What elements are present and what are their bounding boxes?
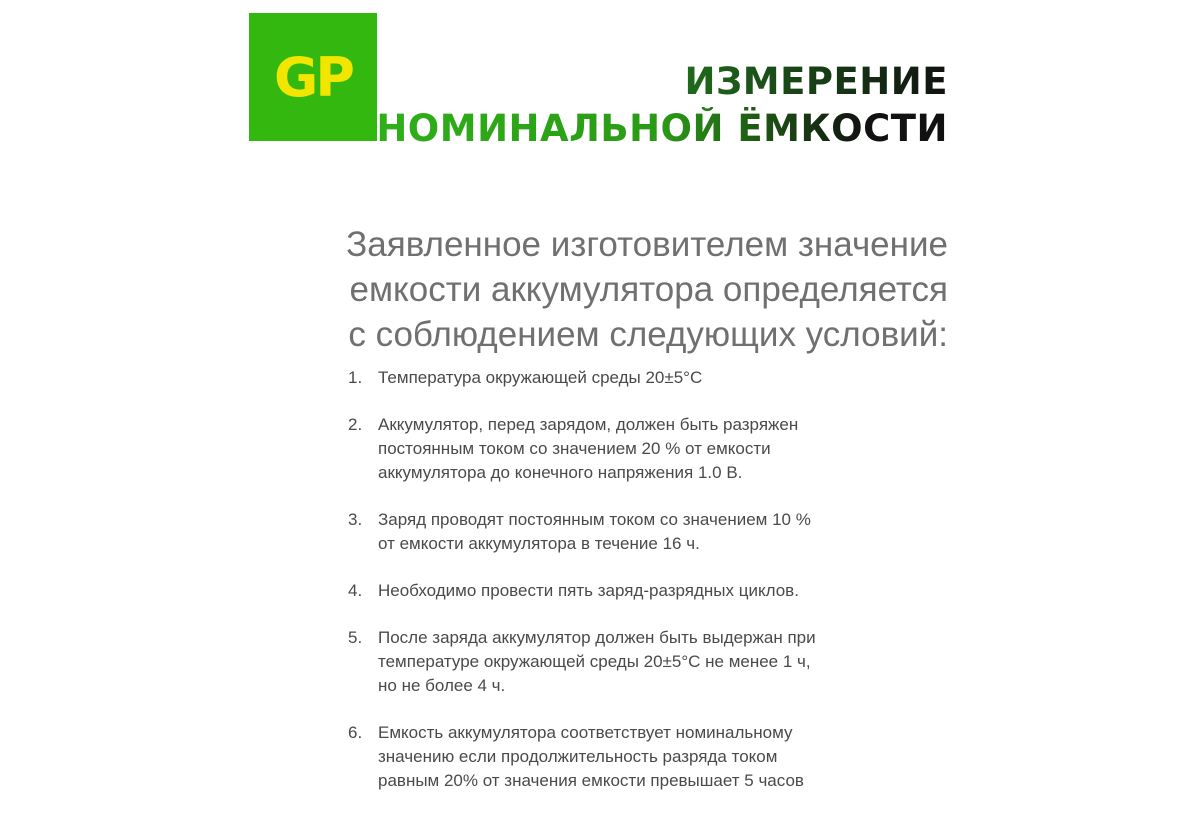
item-line: Аккумулятор, перед зарядом, должен быть разряжен (378, 415, 799, 434)
gp-logo (249, 13, 377, 141)
item-line: температуре окружающей среды 20±5°С не менее 1 ч, (378, 652, 811, 671)
item-line: После заряда аккумулятор должен быть выдержан при (378, 628, 816, 647)
list-item (348, 366, 816, 390)
item-line: но не более 4 ч. (378, 676, 506, 695)
item-number: 6. (348, 723, 363, 742)
item-number: 5. (348, 628, 363, 647)
heading-line: с соблюдением следующих условий: (348, 315, 948, 354)
item-number: 4. (348, 581, 363, 600)
title-line-1: ИЗМЕРЕНИЕ (684, 60, 948, 103)
item-line: значению если продолжительность разряда током (378, 747, 778, 766)
item-text (378, 579, 799, 603)
intro-heading (346, 222, 948, 357)
conditions-list (348, 366, 816, 816)
item-line: Необходимо провести пять заряд-разрядных циклов. (378, 581, 799, 600)
item-line: Заряд проводят постоянным током со значением 10 % (378, 510, 811, 529)
title-line-2: НОМИНАЛЬНОЙ ЁМКОСТИ (376, 107, 948, 150)
list-item (348, 579, 816, 603)
item-line: Температура окружающей среды 20±5°С (378, 368, 703, 387)
list-item (348, 626, 816, 698)
item-line: аккумулятора до конечного напряжения 1.0 В. (378, 463, 743, 482)
item-number: 2. (348, 415, 363, 434)
heading-line: Заявленное изготовителем значение (346, 225, 948, 264)
list-item (348, 721, 816, 793)
item-text (378, 626, 816, 698)
item-text (378, 366, 702, 390)
item-text (378, 508, 811, 556)
item-line: от емкости аккумулятора в течение 16 ч. (378, 534, 700, 553)
heading-line: емкости аккумулятора определяется (349, 270, 948, 309)
logo-text: GP (274, 45, 352, 109)
page-title (376, 58, 948, 152)
item-line: равным 20% от значения емкости превышает 5 часов (378, 771, 804, 790)
item-text (378, 721, 804, 793)
item-line: Емкость аккумулятора соответствует номинальному (378, 723, 793, 742)
item-number: 3. (348, 510, 363, 529)
list-item (348, 508, 816, 556)
item-text (378, 413, 798, 485)
list-item (348, 413, 816, 485)
item-line: постоянным током со значением 20 % от емкости (378, 439, 771, 458)
item-number: 1. (348, 368, 363, 387)
